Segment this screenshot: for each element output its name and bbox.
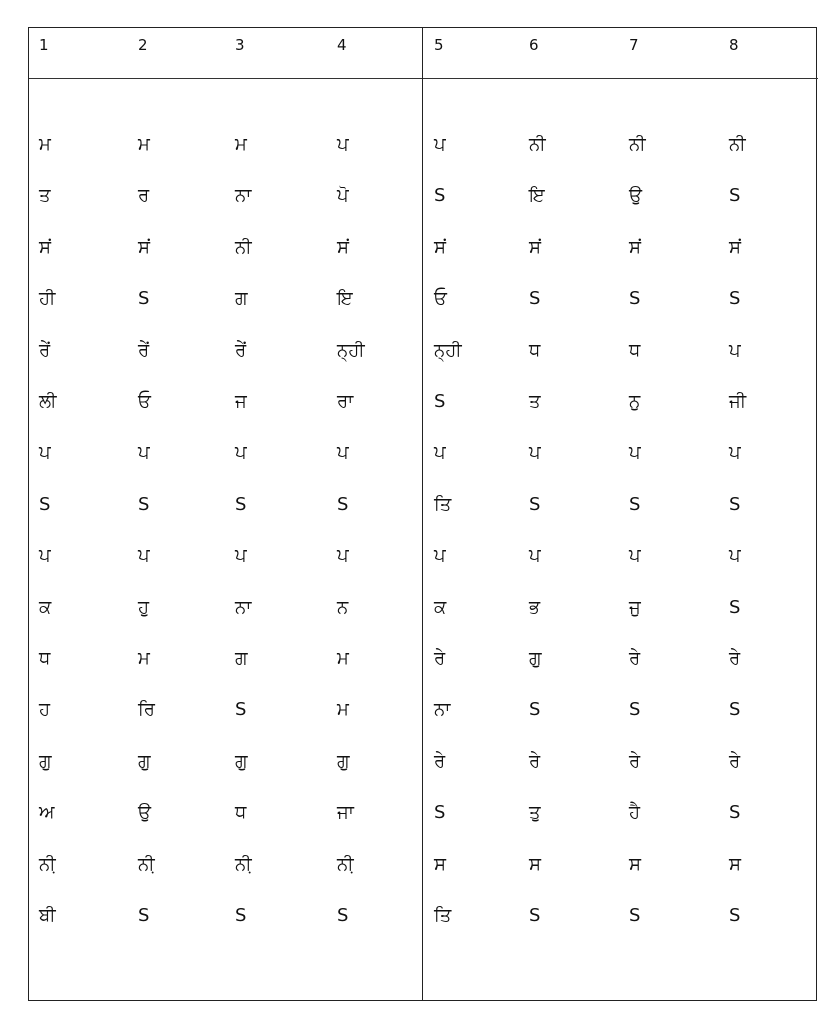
note-cell-r9-c3: ਪ — [235, 545, 247, 567]
note-cell-r15-c5: ਸ — [434, 853, 446, 875]
note-cell-r9-c7: ਪ — [629, 545, 641, 567]
note-cell-r14-c6: ਤੁ — [529, 802, 541, 824]
column-number-8: 8 — [729, 36, 739, 54]
note-cell-r11-c1: ਧ — [39, 648, 51, 669]
note-cell-r16-c6: S — [529, 905, 541, 926]
note-cell-r12-c1: ਹ — [39, 699, 51, 721]
note-cell-r1-c3: ਮ — [235, 134, 247, 155]
note-cell-r15-c2: ਨੀ਼ — [138, 853, 155, 875]
note-cell-r6-c3: ਜ — [235, 391, 247, 412]
note-cell-r7-c2: ਪ — [138, 442, 150, 464]
note-cell-r13-c7: ਰੇ — [629, 750, 641, 772]
note-cell-r13-c3: ਗੁ — [235, 750, 248, 772]
note-cell-r4-c5: ਓ — [434, 288, 447, 310]
note-cell-r13-c2: ਗੁ — [138, 750, 151, 772]
note-cell-r7-c1: ਪ — [39, 442, 51, 464]
note-cell-r12-c5: ਨਾ — [434, 699, 451, 721]
note-cell-r1-c1: ਮ — [39, 134, 51, 155]
note-cell-r2-c7: ਉ — [629, 185, 643, 207]
note-cell-r14-c4: ਜਾ — [337, 802, 354, 824]
note-cell-r10-c8: S — [729, 596, 741, 618]
note-cell-r11-c7: ਰੇ — [629, 648, 641, 669]
left-half — [29, 28, 423, 1000]
note-cell-r16-c5: ਤਿ — [434, 905, 452, 926]
note-cell-r10-c2: ਹੁ — [138, 596, 150, 618]
note-cell-r2-c1: ਤ — [39, 185, 51, 207]
note-cell-r12-c2: ਰਿ — [138, 699, 155, 721]
column-number-3: 3 — [235, 36, 245, 54]
note-cell-r3-c2: ਸਂ — [138, 236, 150, 258]
note-cell-r15-c7: ਸ — [629, 853, 641, 875]
note-cell-r1-c4: ਪ — [337, 134, 349, 155]
note-cell-r10-c7: ਜੁ — [629, 596, 641, 618]
note-cell-r9-c5: ਪ — [434, 545, 446, 567]
column-number-5: 5 — [434, 36, 444, 54]
note-cell-r4-c8: S — [729, 288, 741, 310]
column-number-2: 2 — [138, 36, 148, 54]
note-cell-r16-c2: S — [138, 905, 150, 926]
note-cell-r9-c6: ਪ — [529, 545, 541, 567]
note-cell-r8-c2: S — [138, 493, 150, 515]
notation-table — [28, 27, 817, 1001]
note-cell-r5-c2: ਰੇਂ — [138, 339, 150, 361]
note-cell-r8-c3: S — [235, 493, 247, 515]
note-cell-r4-c4: ਇ — [337, 288, 353, 310]
note-cell-r11-c6: ਗੁ — [529, 648, 542, 669]
note-cell-r13-c1: ਗੁ — [39, 750, 52, 772]
note-cell-r1-c5: ਪ — [434, 134, 446, 155]
note-cell-r14-c3: ਧ — [235, 802, 247, 824]
note-cell-r7-c3: ਪ — [235, 442, 247, 464]
note-cell-r14-c1: ਅ — [39, 802, 55, 824]
note-cell-r1-c2: ਮ — [138, 134, 150, 155]
note-cell-r10-c5: ਕ — [434, 596, 447, 618]
note-cell-r2-c3: ਨਾ — [235, 185, 252, 207]
column-number-1: 1 — [39, 36, 49, 54]
note-cell-r14-c7: ਹੈ — [629, 802, 641, 824]
note-cell-r2-c4: ਪੋ — [337, 185, 349, 207]
note-cell-r12-c3: S — [235, 699, 247, 721]
note-cell-r16-c1: ਬੀ — [39, 905, 56, 926]
note-cell-r2-c6: ਇ — [529, 185, 545, 207]
note-cell-r7-c6: ਪ — [529, 442, 541, 464]
note-cell-r11-c2: ਮ — [138, 648, 150, 669]
column-number-4: 4 — [337, 36, 347, 54]
note-cell-r5-c8: ਪ — [729, 339, 741, 361]
note-cell-r3-c4: ਸਂ — [337, 236, 349, 258]
note-cell-r8-c8: S — [729, 493, 741, 515]
note-cell-r13-c6: ਰੇ — [529, 750, 541, 772]
note-cell-r3-c5: ਸਂ — [434, 236, 446, 258]
note-cell-r9-c8: ਪ — [729, 545, 741, 567]
note-cell-r1-c6: ਨੀ — [529, 134, 546, 155]
note-cell-r4-c2: S — [138, 288, 150, 310]
note-cell-r7-c4: ਪ — [337, 442, 349, 464]
note-cell-r16-c4: S — [337, 905, 349, 926]
note-cell-r10-c1: ਕ — [39, 596, 52, 618]
note-cell-r3-c8: ਸਂ — [729, 236, 741, 258]
note-cell-r13-c4: ਗੁ — [337, 750, 350, 772]
note-cell-r8-c7: S — [629, 493, 641, 515]
note-cell-r13-c5: ਰੇ — [434, 750, 446, 772]
note-cell-r12-c4: ਮ — [337, 699, 349, 721]
note-cell-r12-c8: S — [729, 699, 741, 721]
note-cell-r7-c7: ਪ — [629, 442, 641, 464]
note-cell-r8-c1: S — [39, 493, 51, 515]
note-cell-r11-c5: ਰੇ — [434, 648, 446, 669]
note-cell-r6-c8: ਜੀ — [729, 391, 747, 412]
column-number-7: 7 — [629, 36, 639, 54]
note-cell-r11-c8: ਰੇ — [729, 648, 741, 669]
note-cell-r15-c6: ਸ — [529, 853, 541, 875]
note-cell-r1-c8: ਨੀ — [729, 134, 746, 155]
note-cell-r10-c4: ਨ — [337, 596, 349, 618]
note-cell-r3-c7: ਸਂ — [629, 236, 641, 258]
note-cell-r10-c6: ਭ — [529, 596, 541, 618]
note-cell-r6-c4: ਰਾ — [337, 391, 354, 412]
note-cell-r7-c8: ਪ — [729, 442, 741, 464]
note-cell-r12-c6: S — [529, 699, 541, 721]
note-cell-r8-c6: S — [529, 493, 541, 515]
note-cell-r14-c2: ਉ — [138, 802, 152, 824]
note-cell-r16-c7: S — [629, 905, 641, 926]
note-cell-r3-c6: ਸਂ — [529, 236, 541, 258]
note-cell-r15-c3: ਨੀ਼ — [235, 853, 252, 875]
note-cell-r4-c3: ਗ — [235, 288, 248, 310]
note-cell-r2-c2: ਰ — [138, 185, 150, 207]
note-cell-r13-c8: ਰੇ — [729, 750, 741, 772]
note-cell-r4-c6: S — [529, 288, 541, 310]
note-cell-r8-c4: S — [337, 493, 349, 515]
note-cell-r6-c7: ਨੁ — [629, 391, 641, 412]
note-cell-r6-c5: S — [434, 391, 446, 412]
note-cell-r11-c4: ਮ — [337, 648, 349, 669]
note-cell-r4-c1: ਹੀ — [39, 288, 56, 310]
note-cell-r6-c6: ਤ — [529, 391, 541, 412]
note-cell-r16-c8: S — [729, 905, 741, 926]
header-rule-left — [29, 78, 422, 79]
note-cell-r15-c4: ਨੀ਼ — [337, 853, 354, 875]
note-cell-r11-c3: ਗ — [235, 648, 248, 669]
right-half — [423, 28, 818, 1000]
header-rule-right — [423, 78, 818, 79]
note-cell-r8-c5: ਤਿ — [434, 493, 452, 515]
note-cell-r9-c2: ਪ — [138, 545, 150, 567]
note-cell-r5-c6: ਧ — [529, 339, 541, 361]
note-cell-r5-c1: ਰੇਂ — [39, 339, 51, 361]
note-cell-r16-c3: S — [235, 905, 247, 926]
note-cell-r3-c3: ਨੀ — [235, 236, 252, 258]
note-cell-r5-c3: ਰੇਂ — [235, 339, 247, 361]
note-cell-r3-c1: ਸਂ — [39, 236, 51, 258]
note-cell-r4-c7: S — [629, 288, 641, 310]
note-cell-r12-c7: S — [629, 699, 641, 721]
column-number-6: 6 — [529, 36, 539, 54]
note-cell-r7-c5: ਪ — [434, 442, 446, 464]
note-cell-r15-c1: ਨੀ਼ — [39, 853, 56, 875]
note-cell-r9-c4: ਪ — [337, 545, 349, 567]
note-cell-r15-c8: ਸ — [729, 853, 741, 875]
note-cell-r5-c5: ਨ੍ਹੀ — [434, 339, 462, 361]
note-cell-r1-c7: ਨੀ — [629, 134, 646, 155]
note-cell-r2-c5: S — [434, 185, 446, 207]
note-cell-r9-c1: ਪ — [39, 545, 51, 567]
note-cell-r6-c1: ਲੀ — [39, 391, 57, 412]
note-cell-r14-c5: S — [434, 802, 446, 824]
note-cell-r14-c8: S — [729, 802, 741, 824]
note-cell-r6-c2: ਓ — [138, 391, 151, 412]
note-cell-r5-c4: ਨ੍ਹੀ — [337, 339, 365, 361]
note-cell-r10-c3: ਨਾ — [235, 596, 252, 618]
note-cell-r5-c7: ਧ — [629, 339, 641, 361]
note-cell-r2-c8: S — [729, 185, 741, 207]
